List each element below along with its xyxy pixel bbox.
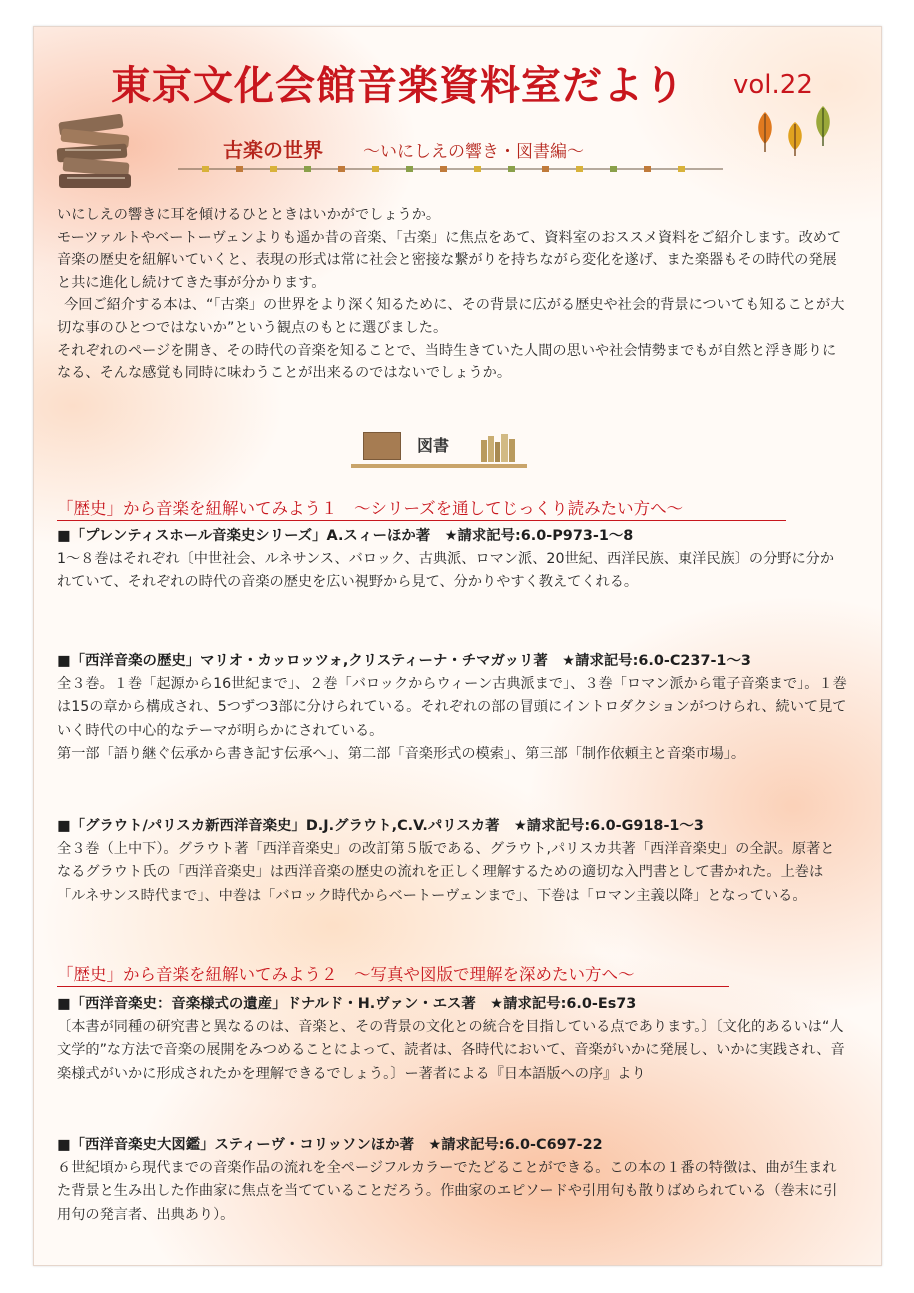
intro-text — [57, 204, 847, 385]
subtitle-sub: ～いにしえの響き・図書編～ — [363, 142, 584, 162]
book-description — [57, 838, 847, 908]
newsletter-title: 東京文化会館音楽資料室だより — [111, 63, 685, 109]
book-entry — [57, 650, 847, 767]
decorative-divider — [178, 164, 723, 174]
description-paragraph: 第一部「語り継ぐ伝承から書き記す伝承へ」、第二部「音楽形式の模索」、第三部「制作依頼主と音楽市場」。 — [57, 746, 746, 763]
book-description — [57, 1157, 847, 1227]
section-heading: 「歴史」から音楽を紐解いてみよう１ ～シリーズを通してじっくり読みたい方へ～ — [57, 495, 786, 521]
book-title: ■「グラウト/パリスカ新西洋音楽史」D.J.グラウト,C.V.パリスカ著 ★請求記号:6.0-G918-1～3 — [57, 818, 704, 834]
book-description — [57, 1016, 847, 1086]
description-paragraph: 全３巻（上中下）。グラウト著「西洋音楽史」の改訂第５版である、グラウト,パリスカ共著「西洋音楽史」の全訳。原著となるグラウト氏の「西洋音楽史」は西洋音楽の歴史の流れを正しく理解するための適切な入門書として書かれた。上巻は「ルネサンス時代まで」、中巻は「バロック時代からベートーヴェンまで」、下巻は「ロマン主義以降」となっている。 — [57, 841, 835, 904]
book-entry — [57, 1134, 847, 1227]
books-section-tag — [351, 430, 527, 470]
book-entry — [57, 815, 847, 908]
old-books-image — [53, 108, 139, 194]
book-entry — [57, 525, 847, 595]
section-tag-label: 図書 — [417, 436, 450, 455]
book-title: ■「プレンティスホール音楽史シリーズ」A.スィーほか著 ★請求記号:6.0-P973-1～8 — [57, 528, 634, 544]
book-title: ■「西洋音楽史：音楽様式の遺産」ドナルド・H.ヴァン・エス著 ★請求記号:6.0-Es73 — [57, 996, 637, 1012]
book-description — [57, 673, 847, 767]
intro-paragraph: それぞれのページを開き、その時代の音楽を知ることで、当時生きていた人間の思いや社会情勢までもが自然と浮き彫りになる、そんな感覚も同時に味わうことが出来るのではないでしょうか。 — [57, 342, 837, 382]
intro-paragraph: いにしえの響きに耳を傾けるひとときはいかがでしょうか。 — [57, 207, 441, 223]
description-paragraph: 全３巻。１巻「起源から16世紀まで」、２巻「バロックからウィーン古典派まで」、３巻「ロマン派から電子音楽まで」。１巻は15の章から構成され、5つずつ3部に分けられている。それぞれの部の冒頭にイントロダクションがつけられ、続いて見ていく時代の中心的なテーマが明らかにされている。 — [57, 676, 847, 739]
section-tag-underline — [351, 464, 527, 468]
book-title: ■「西洋音楽史大図鑑」スティーヴ・コリッソンほか著 ★請求記号:6.0-C697-22 — [57, 1137, 603, 1153]
intro-paragraph: モーツァルトやベートーヴェンよりも遥か昔の音楽、「古楽」に焦点をあて、資料室のおススメ資料をご紹介します。改めて音楽の歴史を紐解いていくと、表現の形式は常に社会と密接な繋がりを持ちながら変化を遂げ、また楽器もその時代の発展と共に進化し続けてきた事が分かります。 — [57, 229, 842, 291]
subtitle-banner — [178, 130, 723, 170]
subtitle-main: 古楽の世界 — [223, 138, 323, 162]
intro-paragraph: 今回ご紹介する本は、“「古楽」の世界をより深く知るために、その背景に広がる歴史や社会的背景についても知ることが大切な事のひとつではないか”という観点のもとに選びました。 — [57, 297, 845, 336]
book-entry — [57, 993, 847, 1086]
newsletter-page — [33, 26, 882, 1266]
description-paragraph: 1～８巻はそれぞれ〔中世社会、ルネサンス、バロック、古典派、ロマン派、20世紀、西洋民族、東洋民族〕の分野に分かれていて、それぞれの時代の音楽の歴史を広い視野から見て、分かりやすく教えてくれる。 — [57, 551, 835, 591]
volume-number: vol.22 — [733, 70, 813, 100]
book-title: ■「西洋音楽の歴史」マリオ・カッロッツォ,クリスティーナ・チマガッリ著 ★請求記号:6.0-C237-1～3 — [57, 653, 751, 669]
section-heading: 「歴史」から音楽を紐解いてみよう２ ～写真や図版で理解を深めたい方へ～ — [57, 961, 729, 987]
description-paragraph: ６世紀頃から現代までの音楽作品の流れを全ページフルカラーでたどることができる。この本の１番の特徴は、曲が生まれた背景と生み出した作曲家に焦点を当てていることだろう。作曲家のエピソードや引用句も散りばめられている（巻末に引用句の発言者、出典あり）。 — [57, 1160, 838, 1223]
book-description — [57, 548, 847, 595]
book-block-icon — [363, 432, 401, 460]
description-paragraph: 〔本書が同種の研究書と異なるのは、音楽と、その背景の文化との統合を目指している点であります。〕〔文化的あるいは“人文学的”な方法で音楽の展開をみつめることによって、読者は、各時代において、音楽がいかに発展し、いかに実践され、音楽様式がいかに形成されたかを理解できるでしょう。〕ー著者による『日本語版への序』より — [57, 1019, 845, 1082]
bookshelf-icon — [479, 430, 521, 462]
autumn-leaves-icon — [751, 104, 841, 156]
